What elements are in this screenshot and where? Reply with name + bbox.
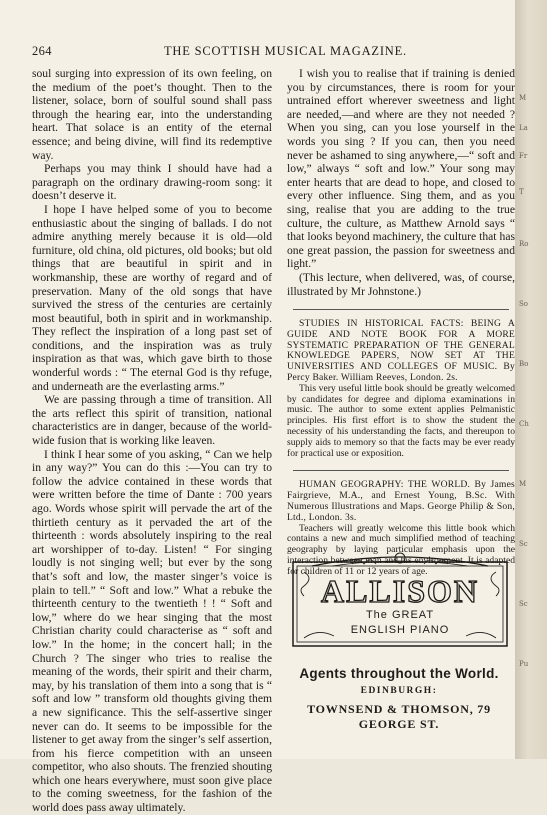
book-review — [287, 319, 515, 459]
facing-page-edge: M La Fr T Ro So Bo Ch M Sc Sc Pu — [515, 0, 547, 759]
page-number: 264 — [32, 44, 52, 58]
paragraph: Perhaps you may think I should have had a paragraph on the ordinary drawing-room song: it doesn’t deserve it. — [32, 162, 272, 203]
review-heading: STUDIES IN HISTORICAL FACTS: BEING A GUIDE AND NOTE BOOK FOR A MORE SYSTEMATIC PREPARATION OF THE GENERAL KNOWLEDGE PAPERS, NOW SET AT THE UNIVERSITIES AND COLLEGES OF MUSIC. By Percy Baker. William Reeves, London. 2s. — [287, 318, 515, 384]
ad-agent: TOWNSEND & THOMSON, 79 GEORGE ST. — [307, 702, 491, 731]
review-body: This very useful little book should be greatly welcomed by candidates for degree and diploma examinations in music. The author to some extent applies Pelmanistic principles. His first effort is to show the student the necessity of his understanding the facts, and thereupon to supply aids to memory so that the facts may be ever ready for practical use or exposition. — [287, 382, 515, 459]
ad-city: EDINBURGH: — [360, 686, 438, 696]
divider — [293, 309, 509, 310]
paragraph: We are passing through a time of transition. All the arts reflect this spirit of transition, national characteristics are in danger, because of the world-wide fusion that is working like leaven. — [32, 393, 272, 448]
right-column — [287, 67, 515, 578]
left-column — [32, 67, 272, 815]
paragraph: I hope I have helped some of you to become enthusiastic about the singing of ballads. I do not admire anything merely because it is old—old furniture, old china, old pictures, old books; but old things that are beautiful in spirit and in workmanship, these are worthy of regard and of preservation. Many of the old songs that have survived the stress of the centuries are certainly most beautiful, both in spirit and in workmanship. They reflect the inspiration of a long past set of conditions, and the inspiration was as truly inspiration as that was, which gave birth to those wonderful words : “ The eternal God is thy refuge, and underneath are the everlasting arms.” — [32, 202, 272, 393]
magazine-title: THE SCOTTISH MUSICAL MAGAZINE. — [164, 44, 407, 58]
paragraph: I wish you to realise that if training is denied you by circumstances, there is room for your untrained effort wherever sweetness and light are needed,—and where are they not needed ? When you sing, can you lose yourself in the words you sing ? If you can, then you need never be ashamed to sing anywhere,—“ soft and low,” always “ soft and low.” Your song may enter hearts that are dead to hope, and closed to every other influence. Sing them, and as you sing, realise that you are adding to the true culture, the culture, as Matthew Arnold says “ that looks beyond machinery, the culture that has one great passion, the passion for sweetness and light.” — [287, 67, 515, 271]
allison-piano-advertisement — [286, 540, 512, 740]
review-body: Teachers will greatly welcome this little book which contains a new and much simplified method of teaching geography by laying particular emphasis upon the interaction between man and his environment. It is adapted for children of 11 or 12 years of age. — [287, 522, 515, 577]
ad-brand-name: ALLISON — [320, 573, 480, 609]
ad-brand-line1: The GREAT — [365, 609, 435, 621]
paragraph: soul surging into expression of its own feeling, on the medium of the poet’s thought. Then to the listener, solace, born of soulful sound shall pass through the hearing ear, into the understanding heart. That solace is an entity of the eternal essence; and being divine, will find its redemptive way. — [32, 67, 272, 162]
ad-tagline: Agents throughout the World. — [299, 666, 499, 681]
paragraph: (This lecture, when delivered, was, of course, illustrated by Mr Johnstone.) — [287, 270, 515, 298]
paragraph: I think I hear some of you asking, “ Can we help in any way?” You can do this :—You can try to follow the advice contained in these words that were written before the time of Dante : 700 years ago. Words whose spirit will pervade the art of the thirtieth century as it pervaded the art of the thirteenth : words absolutely inspiring to the real art worshipper of to-day. Listen! “ For singing loudly is not singing well; but ever by the song that’s soft and low, the master singer’s voice is plain to tell.” “ Soft and low.” What a rebuke the thirteenth century to the twentieth ! ! “ Soft and low,” where do we hear singing that the most Christian charity could characterise as “ soft and low.” In the home; in the concert hall; in the Church ? The singer who tries to realise the meaning of the words, their spirit and their charm, may, by his translation of them into a song that is “ soft and low ” transform old thoughts giving them a new significance. This the self-assertive singer never can do. It seems to be impossible for the listener to get away from the singer’s self assertion, from his fierce competition with an unseen competitor, who also shouts. The frenzied shouting which one hears everywhere, must soon give place to the coming sweetness, for the fashion of the world does pass away ultimately. — [32, 447, 272, 815]
review-heading: HUMAN GEOGRAPHY: THE WORLD. By James Fairgrieve, M.A., and Ernest Young, B.Sc. With Numerous Illustrations and Maps. George Philip & Son, Ltd., London. 3s. — [287, 479, 515, 523]
ad-ornate-frame — [292, 552, 508, 648]
ad-brand-line2: ENGLISH PIANO — [350, 624, 450, 636]
divider — [293, 470, 509, 471]
